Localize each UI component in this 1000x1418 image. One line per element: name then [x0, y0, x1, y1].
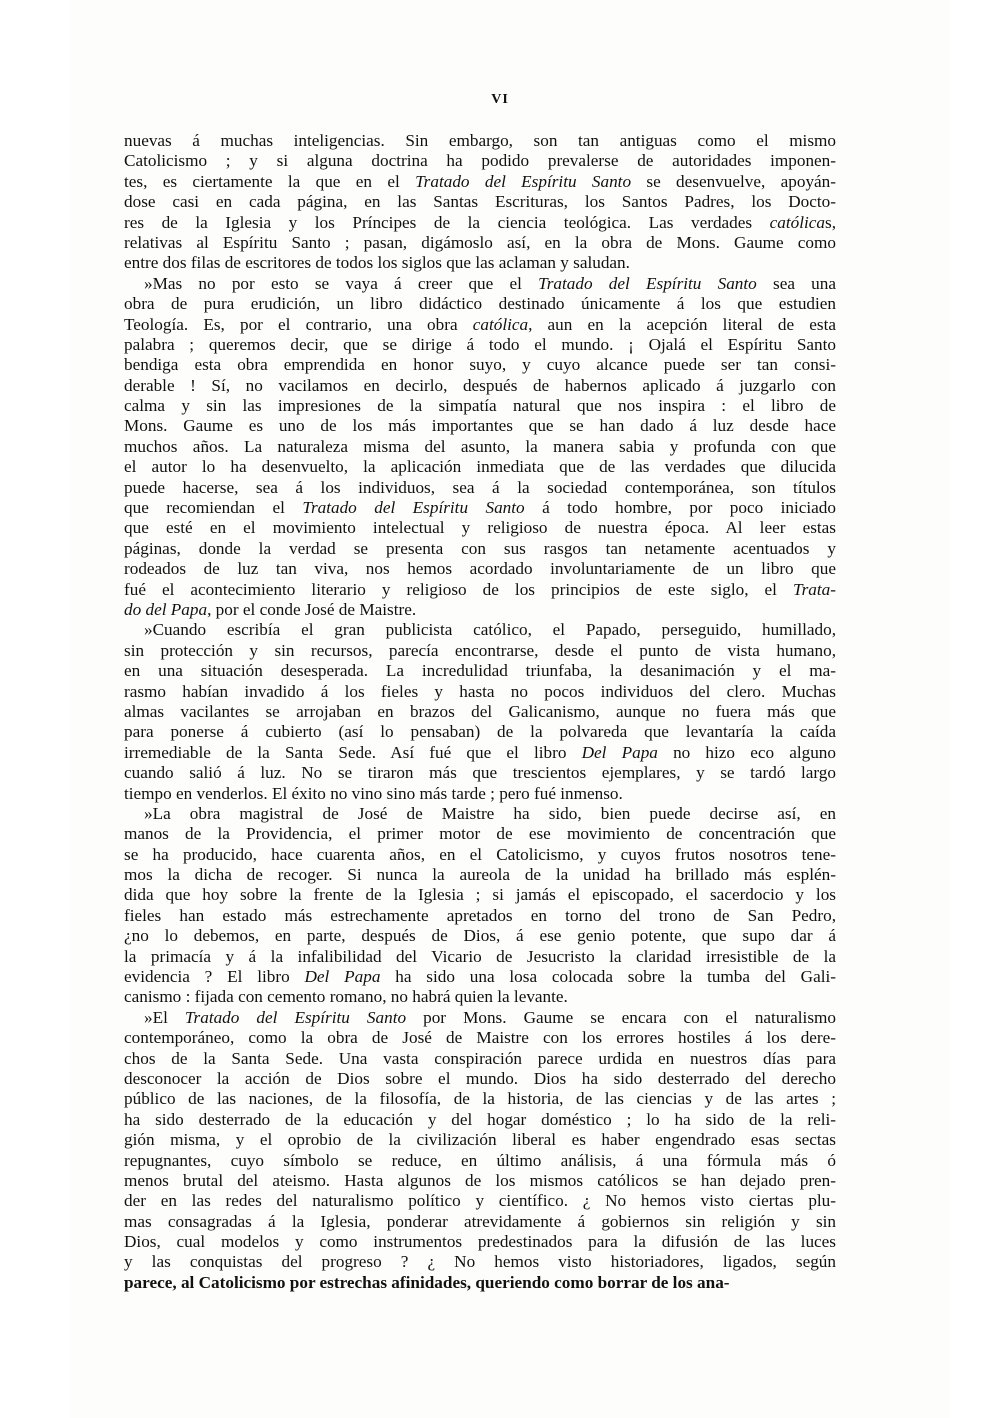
- text-line: ha sido desterrado de la educación y del hogar doméstico ; lo ha sido de la reli-: [124, 1109, 836, 1129]
- text-line: el autor lo ha desenvuelto, la aplicación inmediata que de las verdades que dilucida: [124, 457, 836, 477]
- text-line: manos de la Providencia, el primer motor de ese movimiento de concentración que: [124, 824, 836, 844]
- text-line: sin protección y sin recursos, parecía encontrarse, desde el punto de vista humano,: [124, 640, 836, 660]
- paragraph: [124, 131, 836, 274]
- text-line: tes, es ciertamente la que en el Tratado del Espíritu Santo se desenvuelve, apoyán-: [124, 171, 836, 191]
- text-line: ¿no lo debemos, en parte, después de Dios, á ese genio potente, que supo dar á: [124, 926, 836, 946]
- text-line: palabra ; queremos decir, que se dirige á todo el mundo. ¡ Ojalá el Espíritu Santo: [124, 334, 836, 354]
- text-line: evidencia ? El libro Del Papa ha sido una losa colocada sobre la tumba del Gali-: [124, 967, 836, 987]
- text-line: der en las redes del naturalismo político y científico. ¿ No hemos visto ciertas plu-: [124, 1191, 836, 1211]
- body-text: [124, 131, 836, 1293]
- text-line: mos la dicha de recoger. Si nunca la aureola de la unidad ha brillado más esplén-: [124, 865, 836, 885]
- text-line: para ponerse á cubierto (así lo pensaban) de la polvareda que levantaría la caída: [124, 722, 836, 742]
- text-line: repugnantes, cuyo símbolo se reduce, en último análisis, á una fórmula más ó: [124, 1150, 836, 1170]
- text-line: dose casi en cada página, en las Santas Escrituras, los Santos Padres, los Docto-: [124, 192, 836, 212]
- text-line: que esté en el movimiento intelectual y religioso de nuestra época. Al leer estas: [124, 518, 836, 538]
- text-line: dida que hoy sobre la frente de la Iglesia ; si jamás el episcopado, el sacerdocio y los: [124, 885, 836, 905]
- text-line: contemporáneo, como la obra de José de Maistre con los errores hostiles á los dere-: [124, 1028, 836, 1048]
- text-line: gión misma, y el oprobio de la civilización liberal es haber engendrado esas sectas: [124, 1130, 836, 1150]
- text-line: rasmo habían invadido á los fieles y hasta no pocos individuos del clero. Muchas: [124, 681, 836, 701]
- text-line: »Mas no por esto se vaya á creer que el Tratado del Espíritu Santo sea una: [144, 273, 836, 293]
- text-line: parece, al Catolicismo por estrechas afinidades, queriendo como borrar de los ana-: [124, 1272, 730, 1292]
- paragraph: [124, 804, 836, 1008]
- text-line: Dios, cual modelos y como instrumentos predestinados para la difusión de las luces: [124, 1232, 836, 1252]
- text-line: la primacía y á la infalibilidad del Vicario de Jesucristo la claridad irresistible de la: [124, 946, 836, 966]
- paragraph: [124, 1008, 836, 1293]
- text-line: muchos años. La naturaleza misma del asunto, la manera sabia y profunda con que: [124, 436, 836, 456]
- text-line: do del Papa, por el conde José de Maistre.: [124, 599, 417, 619]
- text-line: calma y sin las impresiones de la simpatía natural que nos inspira : el libro de: [124, 396, 836, 416]
- text-line: »El Tratado del Espíritu Santo por Mons. Gaume se encara con el naturalismo: [144, 1007, 836, 1027]
- text-line: Mons. Gaume es uno de los más importantes que se han dado á luz desde hace: [124, 416, 836, 436]
- text-line: cuando salió á luz. No se tiraron más que trescientos ejemplares, y se tardó largo: [124, 763, 836, 783]
- text-line: páginas, donde la verdad se presenta con sus rasgos tan netamente acentuados y: [124, 538, 836, 558]
- text-line: fieles han estado más estrechamente apretados en torno del trono de San Pedro,: [124, 905, 836, 925]
- text-line: en una situación desesperada. La incredulidad triunfaba, la desanimación y el ma-: [124, 661, 836, 681]
- text-line: res de la Iglesia y los Príncipes de la ciencia teológica. Las verdades católicas,: [124, 212, 836, 232]
- text-line: Teología. Es, por el contrario, una obra católica, aun en la acepción literal de esta: [124, 314, 836, 334]
- text-line: rodeados de luz tan viva, nos hemos acordado involuntariamente de un libro que: [124, 559, 836, 579]
- text-line: almas vacilantes se arrojaban en brazos del Galicanismo, aunque no fuera más que: [124, 701, 836, 721]
- text-line: irremediable de la Santa Sede. Así fué que el libro Del Papa no hizo eco alguno: [124, 742, 836, 762]
- text-line: puede hacerse, sea á los individuos, sea á la sociedad contemporánea, son títulos: [124, 477, 836, 497]
- text-line: menos brutal del ateismo. Hasta algunos de los mismos católicos se han dejado pren-: [124, 1170, 836, 1190]
- text-line: obra de pura erudición, un libro didáctico destinado únicamente á los que estudien: [124, 294, 836, 314]
- text-line: público de las naciones, de la filosofía, de la historia, de las ciencias y de las artes ;: [124, 1089, 836, 1109]
- text-line: desconocer la acción de Dios sobre el mundo. Dios ha sido desterrado del derecho: [124, 1068, 836, 1088]
- text-line: relativas al Espíritu Santo ; pasan, digámoslo así, en la obra de Mons. Gaume como: [124, 232, 836, 252]
- text-line: mas consagradas á la Iglesia, ponderar atrevidamente á gobiernos sin religión y sin: [124, 1211, 836, 1231]
- text-line: derable ! Sí, no vacilamos en decirlo, después de habernos aplicado á juzgarlo con: [124, 375, 836, 395]
- text-line: canismo : fijada con cemento romano, no habrá quien la levante.: [124, 987, 568, 1007]
- text-line: fué el acontecimiento literario y religioso de los principios de este siglo, el Trata-: [124, 579, 836, 599]
- text-line: que recomiendan el Tratado del Espíritu Santo á todo hombre, por poco iniciado: [124, 498, 836, 518]
- text-line: Catolicismo ; y si alguna doctrina ha podido prevalerse de autoridades imponen-: [124, 151, 836, 171]
- text-line: tiempo en venderlos. El éxito no vino sino más tarde ; pero fué inmenso.: [124, 783, 623, 803]
- paragraph: [124, 274, 836, 621]
- text-line: bendiga esta obra emprendida en honor suyo, y cuyo alcance puede ser tan consi-: [124, 355, 836, 375]
- page-number: VI: [491, 92, 509, 107]
- text-line: nuevas á muchas inteligencias. Sin embargo, son tan antiguas como el mismo: [124, 131, 836, 150]
- paragraph: [124, 620, 836, 804]
- text-line: y las conquistas del progreso ? ¿ No hemos visto historiadores, ligados, según: [124, 1252, 836, 1272]
- text-line: »La obra magistral de José de Maistre ha sido, bien puede decirse así, en: [144, 803, 836, 823]
- text-line: »Cuando escribía el gran publicista católico, el Papado, perseguido, humillado,: [144, 620, 836, 640]
- text-line: entre dos filas de escritores de todos los siglos que las aclaman y saludan.: [124, 253, 630, 273]
- text-line: chos de la Santa Sede. Una vasta conspiración parece urdida en nuestros días para: [124, 1048, 836, 1068]
- text-line: se ha producido, hace cuarenta años, en el Catolicismo, y cuyos frutos nosotros tene-: [124, 844, 836, 864]
